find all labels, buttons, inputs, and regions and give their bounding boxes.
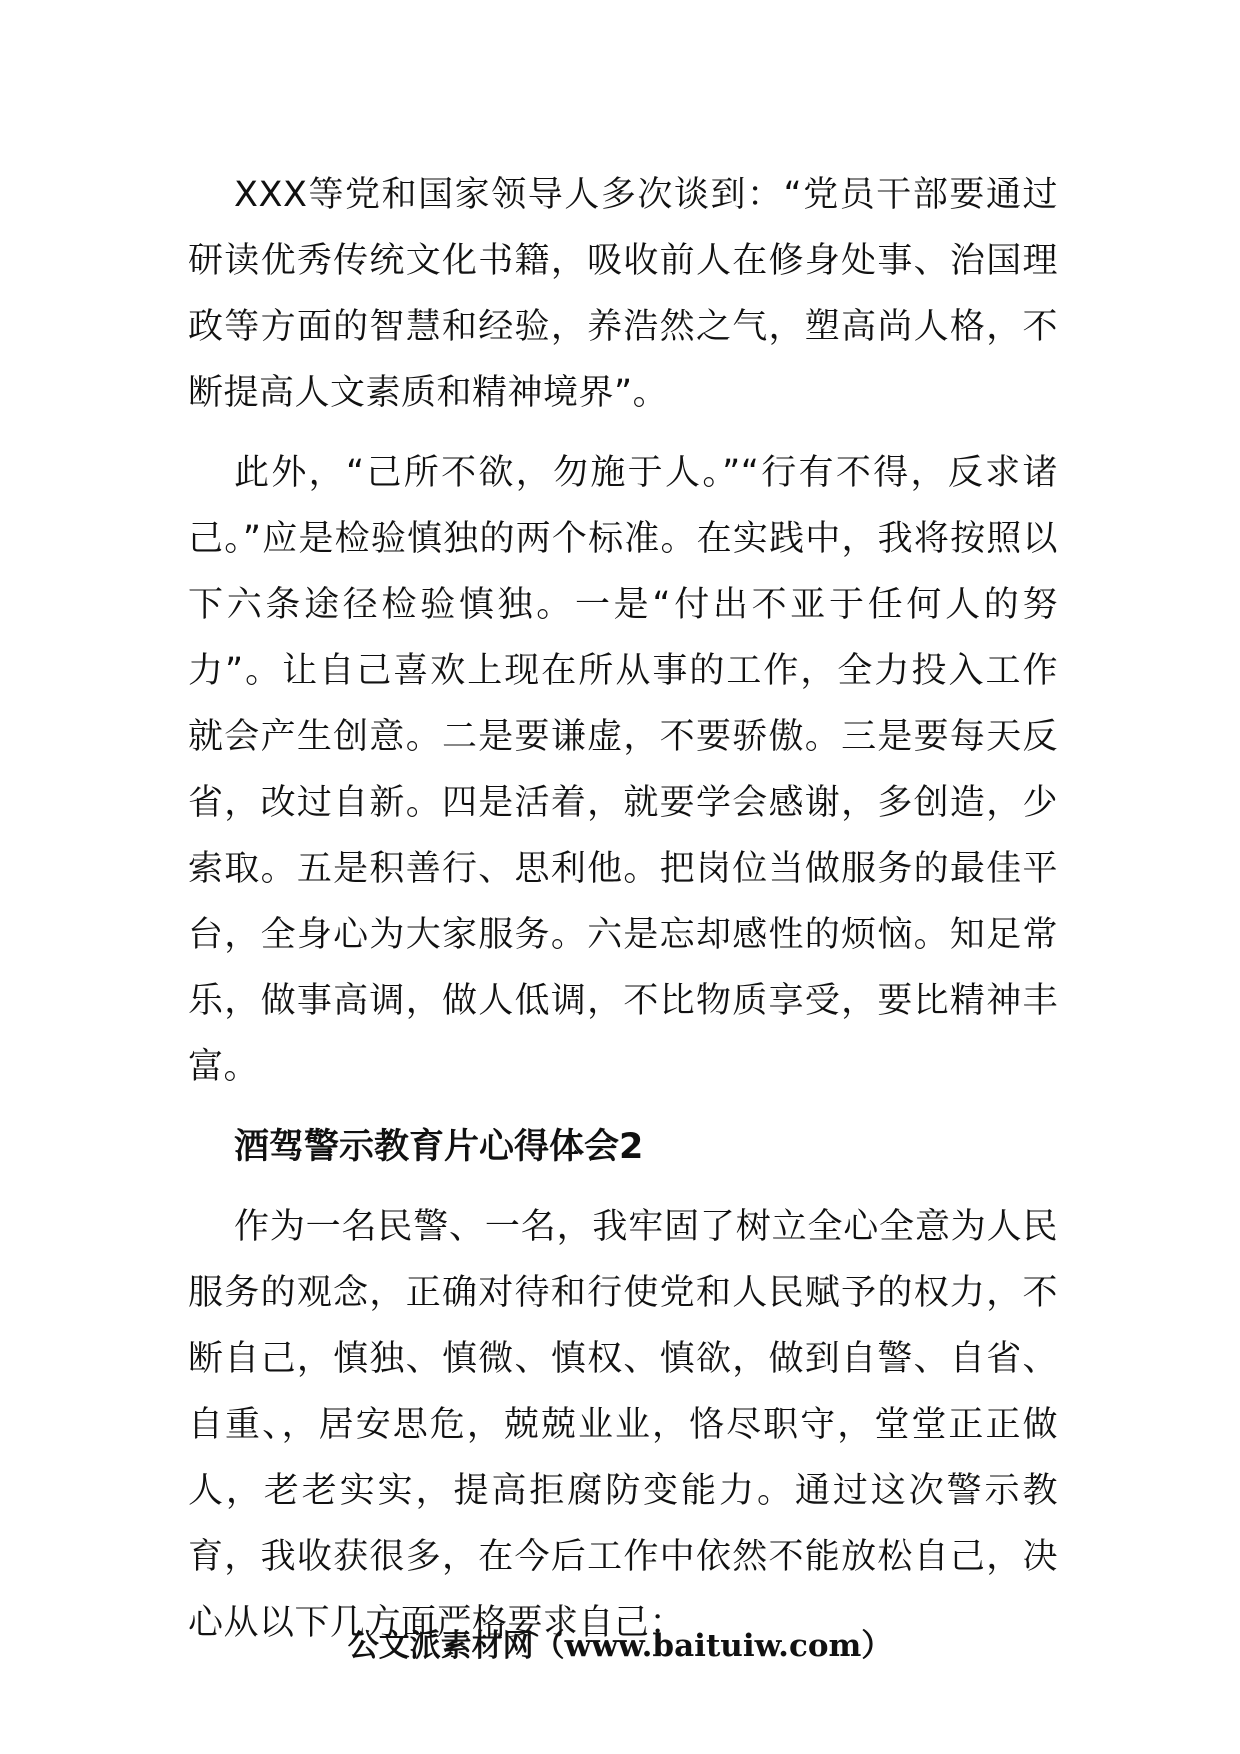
paragraph: 作为一名民警、一名，我牢固了树立全心全意为人民服务的观念，正确对待和行使党和人民赋予的权力，不断自己，慎独、慎微、慎权、慎欲，做到自警、自省、自重、，居安思危，兢兢业业，恪尽职守，堂堂正正做人，老老实实，提高拒腐防变能力。通过这次警示教育，我收获很多，在今后工作中依然不能放松自己，决心从以下几方面严格要求自己： [188,1207,1058,1643]
section-heading: 酒驾警示教育片心得体会2 [234,1127,644,1167]
paragraph: XXX等党和国家领导人多次谈到：“党员干部要通过研读优秀传统文化书籍，吸收前人在修身处事、治国理政等方面的智慧和经验，养浩然之气，塑高尚人格，不断提高人文素质和精神境界”。 [188,175,1058,413]
footer-watermark: 公文派素材网（www.baituiw.com） [347,1628,893,1664]
paragraph: 此外，“己所不欲，勿施于人。”“行有不得，反求诸己。”应是检验慎独的两个标准。在实践中，我将按照以下六条途径检验慎独。一是“付出不亚于任何人的努力”。让自己喜欢上现在所从事的工作，全力投入工作就会产生创意。二是要谦虚，不要骄傲。三是要每天反省，改过自新。四是活着，就要学会感谢，多创造，少索取。五是积善行、思利他。把岗位当做服务的最佳平台，全身心为大家服务。六是忘却感性的烦恼。知足常乐，做事高调，做人低调，不比物质享受，要比精神丰富。 [188,453,1058,1087]
document-body [188,162,1058,1670]
